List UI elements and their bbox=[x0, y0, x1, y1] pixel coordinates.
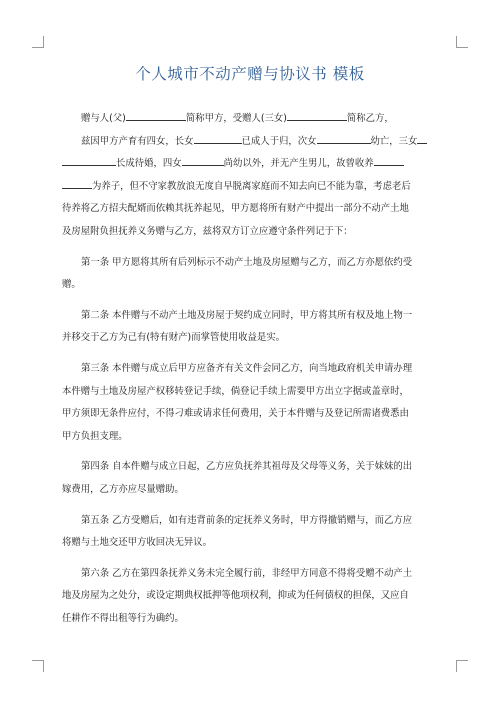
intro-line-2 bbox=[62, 131, 434, 154]
intro-line-4 bbox=[62, 176, 434, 199]
intro-text: 简称甲方，受赠人(三女) bbox=[185, 113, 287, 124]
intro-text: 兹因甲方产育有四女，长女 bbox=[81, 135, 194, 147]
intro-line-5: 待养将乙方招夫配婿而依赖其抚养起见，甲方愿将所有财产中提出一部分不动产土地 bbox=[62, 203, 409, 215]
article-2 bbox=[62, 305, 434, 350]
document-body bbox=[62, 108, 434, 630]
crop-mark-bottom-left bbox=[32, 660, 44, 672]
intro-line-1 bbox=[62, 108, 434, 131]
article-1 bbox=[62, 252, 434, 297]
article-line: 地及房屋为之处分，或设定期典权抵押等他项权利，抑或为任何债权的担保，又应自 bbox=[62, 590, 409, 602]
intro-text: 简称乙方， bbox=[346, 113, 394, 124]
article-6 bbox=[62, 563, 434, 631]
blank-field[interactable] bbox=[126, 110, 186, 121]
intro-text: 已成人于归，次女 bbox=[241, 135, 317, 147]
crop-mark-top-right bbox=[456, 36, 468, 48]
intro-line-6: 及房屋附负担抚养义务赠与乙方，兹将双方订立应遵守条件列记于下： bbox=[62, 225, 353, 237]
intro-text: 为养子，但不守家教放浪无度自早脱离家庭而不知去向已不能为靠，考虑老后 bbox=[92, 180, 411, 192]
blank-field[interactable] bbox=[62, 178, 92, 189]
article-3 bbox=[62, 358, 434, 448]
blank-field[interactable] bbox=[182, 155, 224, 166]
blank-field[interactable] bbox=[317, 133, 371, 144]
article-line: 第六条 乙方在第四条抚养义务未完全履行前，非经甲方同意不得将受赠不动产土 bbox=[81, 567, 413, 579]
article-line: 第二条 本件赠与不动产土地及房屋于契约成立同时，甲方将其所有权及地上物一 bbox=[81, 309, 413, 321]
article-line: 甲方须即无条件应付，不得刁难或请求任何费用，关于本件赠与及登记所需诸费悉由 bbox=[62, 408, 409, 420]
blank-field[interactable] bbox=[194, 133, 242, 144]
article-line: 第三条 本件赠与成立后甲方应备齐有关文件会同乙方，向当地政府机关申请办理 bbox=[81, 362, 413, 374]
intro-line-3 bbox=[62, 153, 434, 176]
crop-mark-bottom-right bbox=[456, 660, 468, 672]
article-line: 第一条 甲方愿将其所有后列标示不动产土地及房屋赠与乙方，而乙方亦愿依约受 bbox=[81, 256, 413, 268]
intro-text: 尚幼以外，并无产生男儿，故曾收养 bbox=[223, 158, 374, 170]
article-line: 第五条 乙方受赠后，如有违背前条的定抚养义务时，甲方得撤销赠与，而乙方应 bbox=[81, 514, 413, 526]
article-line: 并移交于乙方为己有(特有财产)而掌管使用收益是实。 bbox=[62, 332, 285, 344]
article-line: 赠。 bbox=[62, 279, 81, 291]
intro-text: 幼亡，三女 bbox=[370, 135, 418, 147]
article-line: 第四条 自本件赠与成立日起，乙方应负抚养其祖母及父母等义务，关于妹妹的出 bbox=[81, 461, 413, 473]
intro-text: 赠与人(父) bbox=[81, 113, 126, 124]
article-line: 任耕作不得出租等行为确约。 bbox=[62, 612, 184, 624]
article-5 bbox=[62, 510, 434, 555]
blank-field[interactable] bbox=[417, 133, 427, 144]
article-line: 本件赠与土地及房屋产权移转登记手续，倘登记手续上需要甲方出立字据或盖章时， bbox=[62, 385, 409, 397]
article-4 bbox=[62, 456, 434, 501]
blank-field[interactable] bbox=[62, 155, 116, 166]
intro-text: 长成待婚，四女 bbox=[116, 158, 182, 170]
blank-field[interactable] bbox=[287, 110, 347, 121]
document-title: 个人城市不动产赠与协议书 模板 bbox=[135, 65, 365, 83]
article-line: 嫁费用，乙方亦应尽量赠助。 bbox=[62, 483, 184, 495]
intro-paragraph bbox=[62, 108, 434, 244]
article-line: 甲方负担支理。 bbox=[62, 430, 128, 442]
blank-field[interactable] bbox=[374, 155, 404, 166]
article-line: 将赠与土地交还甲方收回决无异议。 bbox=[62, 537, 213, 549]
crop-mark-top-left bbox=[32, 36, 44, 48]
